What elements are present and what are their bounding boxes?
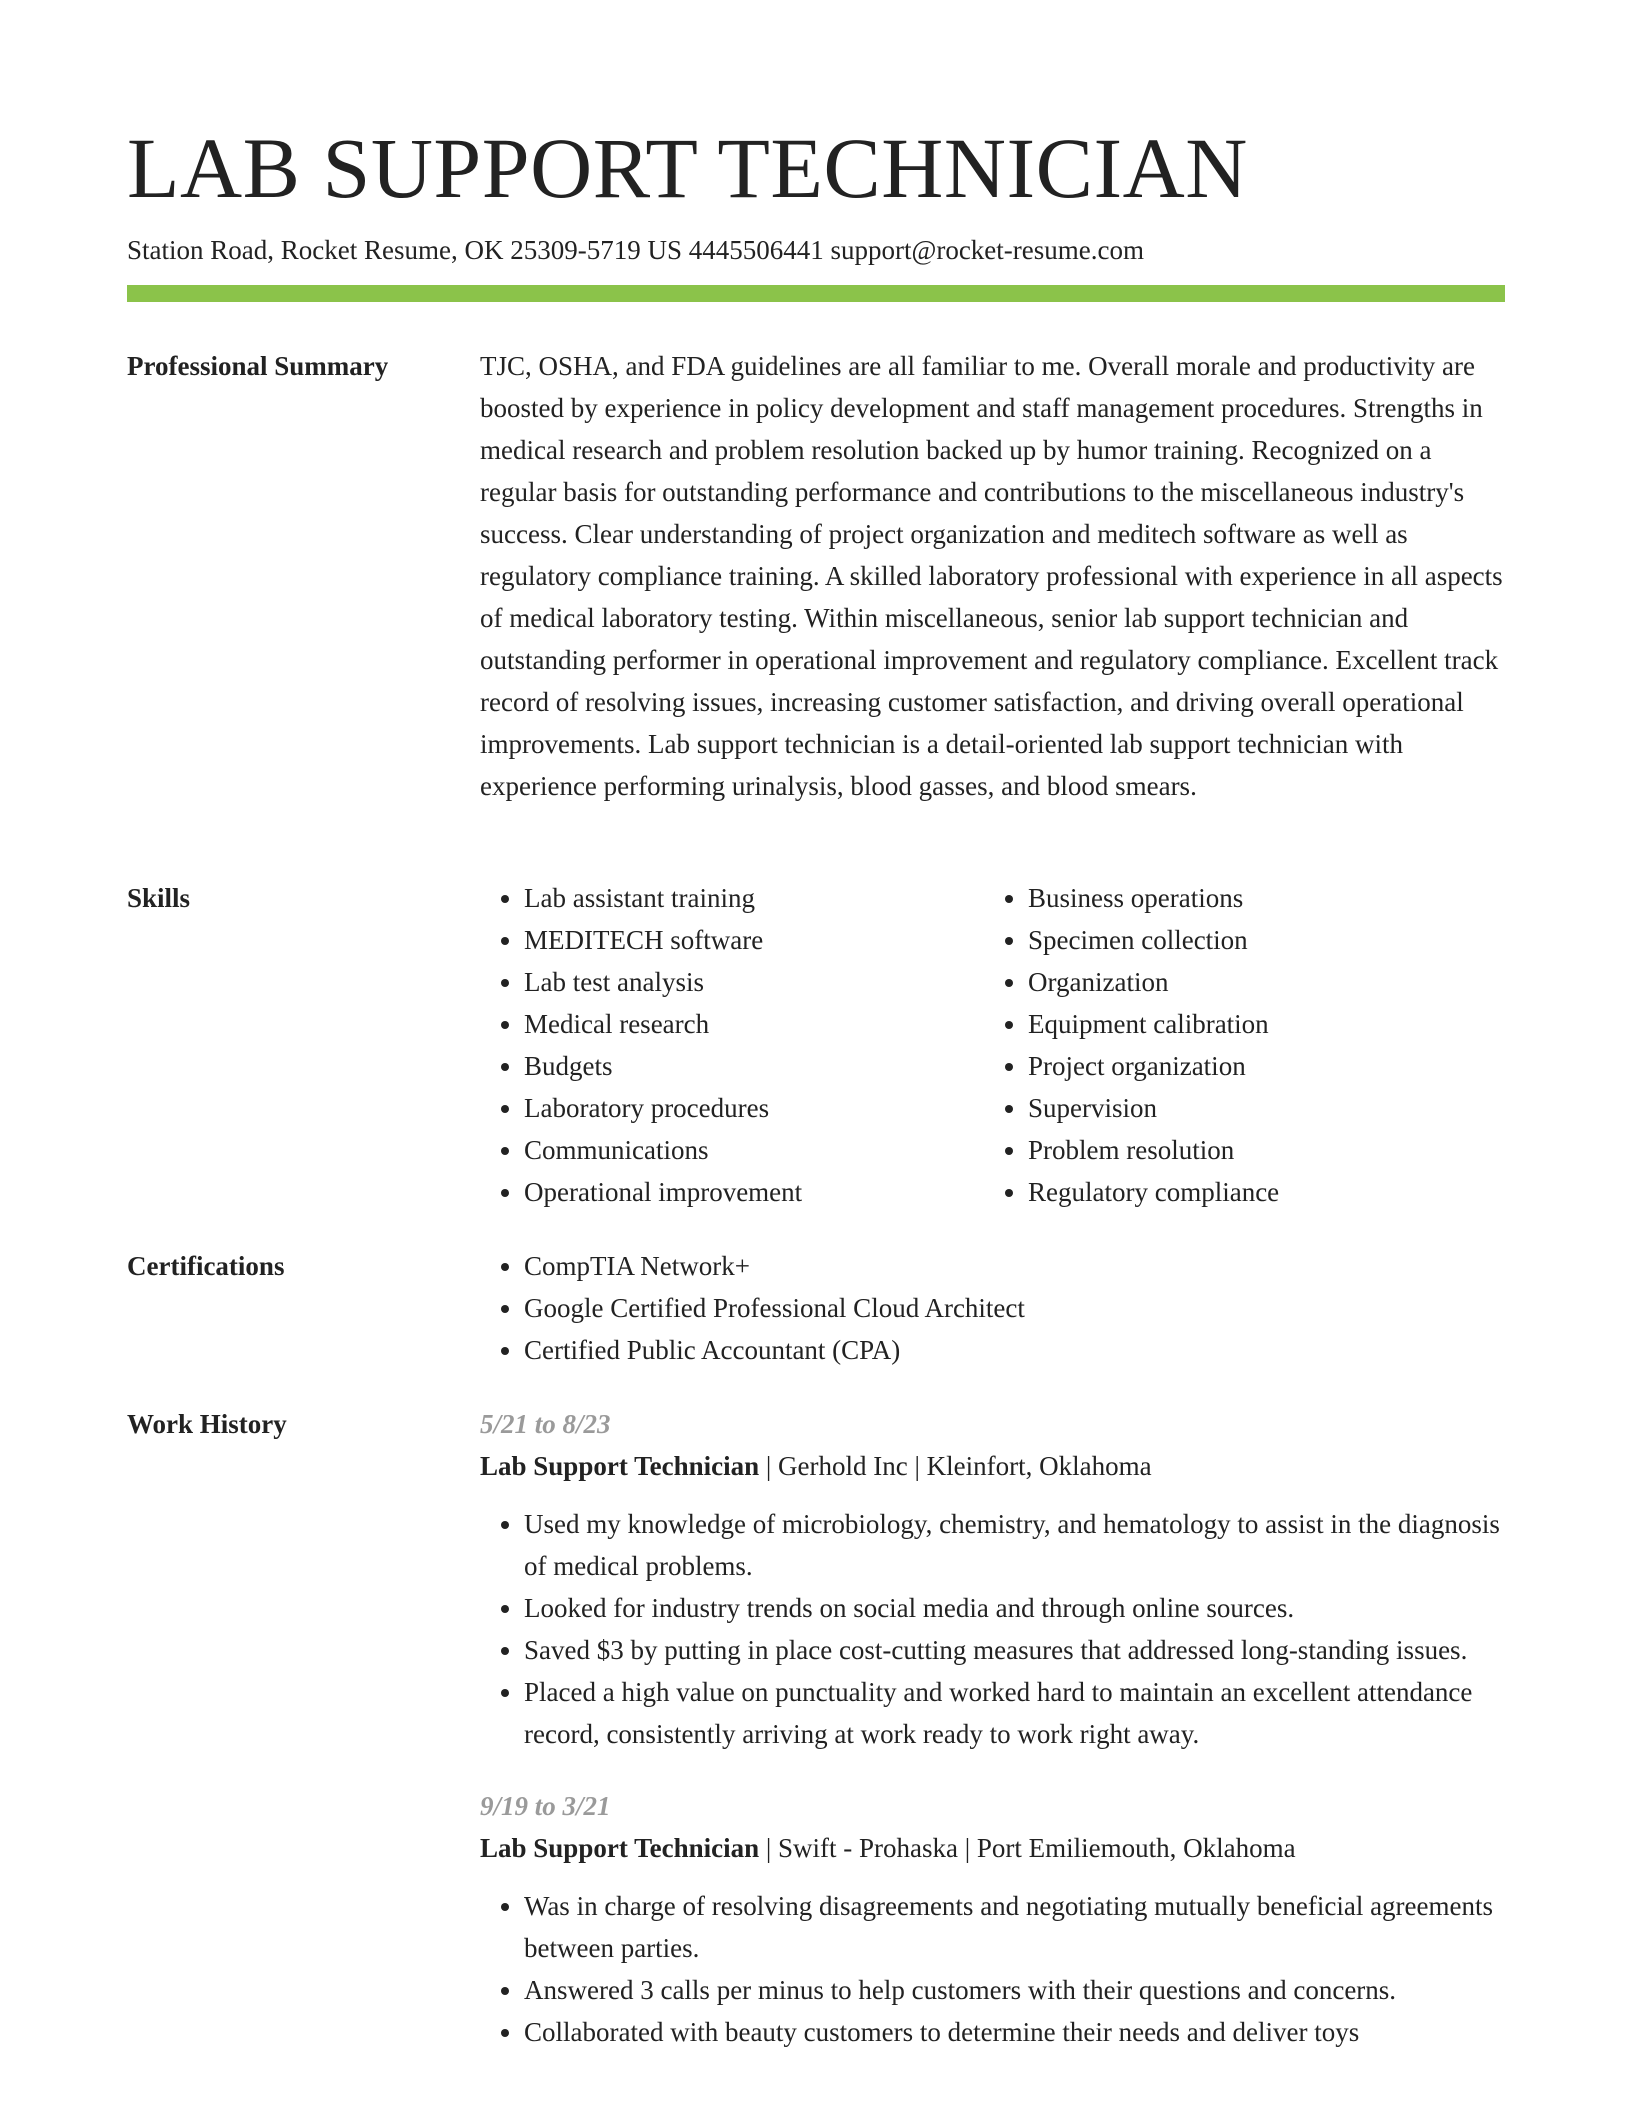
skills-label: Skills xyxy=(127,883,191,913)
job-bullet: • Saved $3 by putting in place cost-cutting measures that addressed long-standing issues. xyxy=(524,1629,1505,1671)
skill-item: • Regulatory compliance xyxy=(1028,1171,1488,1213)
job-title-line xyxy=(480,1445,1505,1487)
skills-list-right xyxy=(984,877,1488,1213)
job-dates: 9/19 to 3/21 xyxy=(480,1791,611,1821)
skill-item: • Project organization xyxy=(1028,1045,1488,1087)
skill-item: • Specimen collection xyxy=(1028,919,1488,961)
job-employer-location: | Swift - Prohaska | Port Emiliemouth, Oklahoma xyxy=(759,1833,1296,1863)
skill-item: • Organization xyxy=(1028,961,1488,1003)
skill-item: • Laboratory procedures xyxy=(524,1087,984,1129)
job-bullets xyxy=(480,1503,1505,1755)
certifications-list xyxy=(480,1245,1505,1371)
work-history-label: Work History xyxy=(127,1409,287,1439)
skills-column-left xyxy=(480,877,984,1213)
certifications-body xyxy=(480,1245,1505,1371)
skill-item: • Operational improvement xyxy=(524,1171,984,1213)
job-title-line xyxy=(480,1827,1505,1869)
job-bullet: • Collaborated with beauty customers to determine their needs and deliver toys xyxy=(524,2011,1505,2053)
job-title: Lab Support Technician xyxy=(480,1451,760,1481)
contact-line: Station Road, Rocket Resume, OK 25309-5719 US 4445506441 support@rocket-resume.com xyxy=(127,235,1144,265)
skill-item: • Lab assistant training xyxy=(524,877,984,919)
skill-item: • Business operations xyxy=(1028,877,1488,919)
job-entry xyxy=(480,1785,1505,2053)
skill-item: • Budgets xyxy=(524,1045,984,1087)
job-entry xyxy=(480,1403,1505,1755)
skill-item: • Supervision xyxy=(1028,1087,1488,1129)
summary-body xyxy=(480,345,1505,807)
skill-item: • Communications xyxy=(524,1129,984,1171)
summary-label: Professional Summary xyxy=(127,351,389,381)
skills-column-right xyxy=(984,877,1488,1213)
job-employer-location: | Gerhold Inc | Kleinfort, Oklahoma xyxy=(759,1451,1152,1481)
skill-item: • Problem resolution xyxy=(1028,1129,1488,1171)
skills-columns xyxy=(480,877,1505,1213)
job-bullet: • Answered 3 calls per minus to help customers with their questions and concerns. xyxy=(524,1969,1505,2011)
certification-item: • Certified Public Accountant (CPA) xyxy=(524,1329,1505,1371)
job-bullet: • Looked for industry trends on social media and through online sources. xyxy=(524,1587,1505,1629)
accent-divider xyxy=(127,285,1505,302)
skill-item: • MEDITECH software xyxy=(524,919,984,961)
certification-item: • Google Certified Professional Cloud Architect xyxy=(524,1287,1505,1329)
job-bullet: • Used my knowledge of microbiology, chemistry, and hematology to assist in the diagnosis of medical problems. xyxy=(524,1503,1505,1587)
work-history-body xyxy=(480,1403,1505,2053)
skills-list-left xyxy=(480,877,984,1213)
certifications-label: Certifications xyxy=(127,1251,285,1281)
skill-item: • Equipment calibration xyxy=(1028,1003,1488,1045)
job-title: Lab Support Technician xyxy=(480,1833,760,1863)
skill-item: • Medical research xyxy=(524,1003,984,1045)
job-bullet: • Was in charge of resolving disagreements and negotiating mutually beneficial agreements between parties. xyxy=(524,1885,1505,1969)
job-bullets xyxy=(480,1885,1505,2053)
job-bullet: • Placed a high value on punctuality and worked hard to maintain an excellent attendance record, consistently arriving at work ready to work right away. xyxy=(524,1671,1505,1755)
resume-name-heading: LAB SUPPORT TECHNICIAN xyxy=(127,120,1248,216)
summary-text: TJC, OSHA, and FDA guidelines are all familiar to me. Overall morale and productivity are boosted by experience in policy development and staff management procedures. Strengths in medical research and problem resolution backed up by humor training. Recognized on a regular basis for outstanding performance and contributions to the miscellaneous industry's success. Clear understanding of project organization and meditech software as well as regulatory compliance training. A skilled laboratory professional with experience in all aspects of medical laboratory testing. Within miscellaneous, senior lab support technician and outstanding performer in operational improvement and regulatory compliance. Excellent track record of resolving issues, increasing customer satisfaction, and driving overall operational improvements. Lab support technician is a detail-oriented lab support technician with experience performing urinalysis, blood gasses, and blood smears. xyxy=(480,351,1503,801)
skill-item: • Lab test analysis xyxy=(524,961,984,1003)
certification-item: • CompTIA Network+ xyxy=(524,1245,1505,1287)
job-dates: 5/21 to 8/23 xyxy=(480,1409,611,1439)
